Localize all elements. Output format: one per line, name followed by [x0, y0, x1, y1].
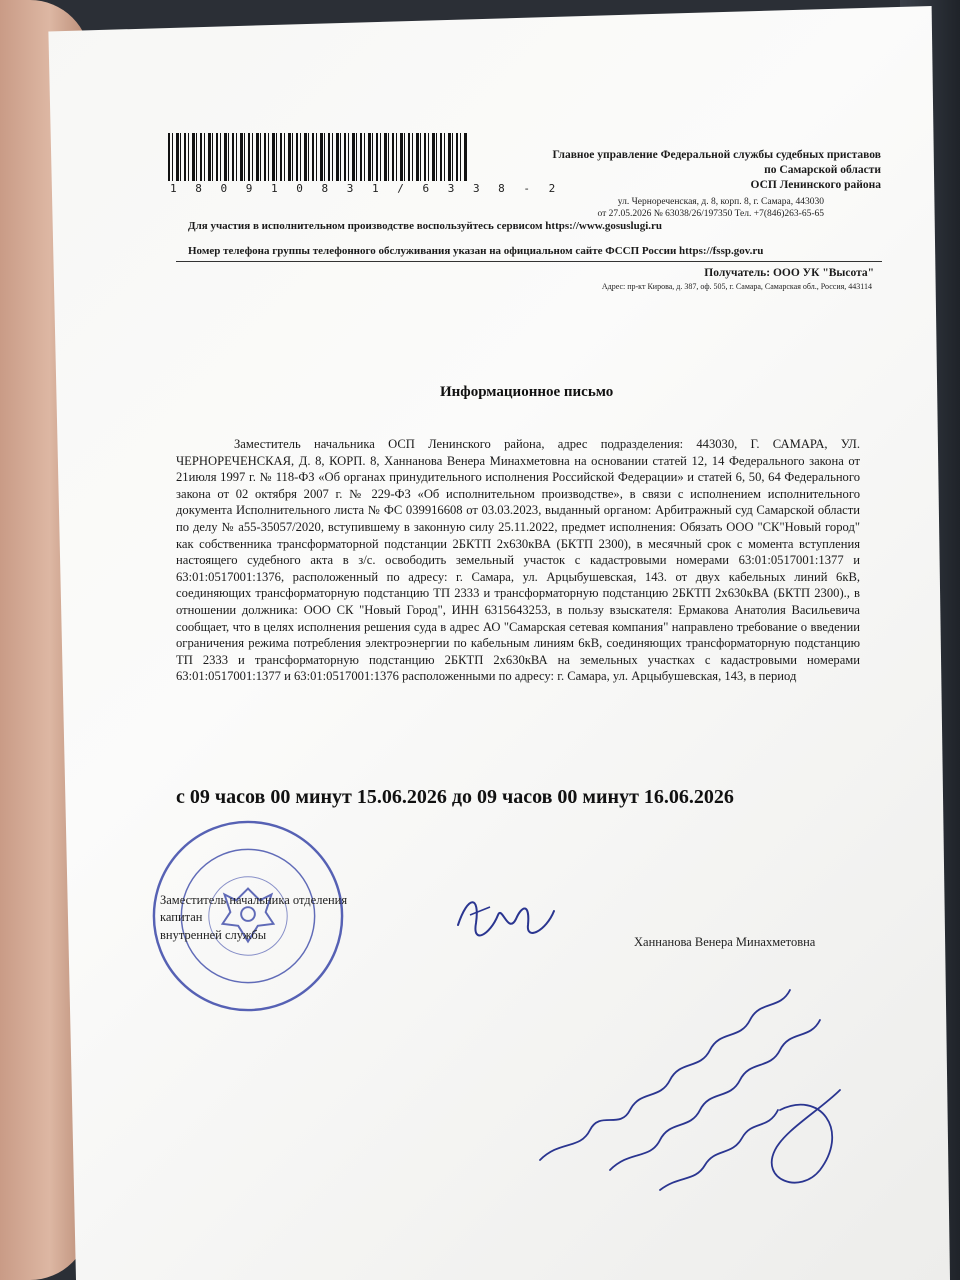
agency-line: ОСП Ленинского района [750, 179, 881, 191]
gosuslugi-notice: Для участия в исполнительном производстве воспользуйтесь сервисом https://www.gosuslugi.ru [188, 220, 663, 232]
address-line: от 27.05.2026 № 63038/26/197350 Тел. +7(846)263-65-65 [597, 209, 824, 219]
restriction-period: с 09 часов 00 минут 15.06.2026 до 09 часов 00 минут 16.06.2026 [176, 786, 734, 808]
barcode [168, 133, 468, 181]
address-line: ул. Чернореченская, д. 8, корп. 8, г. Самара, 443030 [617, 197, 824, 207]
signer-position: Заместитель начальника отделения [160, 893, 348, 907]
recipient-address: Адрес: пр-кт Кирова, д. 387, оф. 505, г. Самара, Самарская обл., Россия, 443114 [601, 282, 872, 291]
document-body: Заместитель начальника ОСП Ленинского района, адрес подразделения: 443030, Г. САМАРА, УЛ. ЧЕРНОРЕЧЕНСКАЯ, Д. 8, КОРП. 8, Ханнанова Венера Минахметовна на основании статей 12, 14 Федерального закона от 21июля 1997 г. № 118-ФЗ «Об органах принудительного исполнения Российской Федерации» и статей 6, 50, 64 Федерального закона от 02 октября 2007 г. № 229-ФЗ «Об исполнительном производстве», в связи с исполнением исполнительного документа Исполнительного листа № ФС 039916608 от 03.03.2023, выданный органом: Арбитражный суд Самарской области по делу № а55-35057/2020, вступившему в законную силу 25.11.2022, предмет исполнения: Обязать ООО "СК"Новый город" как собственника трансформаторной подстанции 2БКТП 2х630кВА (БКТП 2300), в месячный срок с момента вступления настоящего судебного акта в з/с. освободить земельный участок с кадастровыми номерами 63:01:0517001:1377 и 63:01:0517001:1376, расположенный по адресу: г. Самара, ул. Арцыбушевская, 143. от двух кабельных линий 6кВ, соединяющих трансформаторную подстанцию ТП 2333 и трансформаторную подстанцию 2БКТП 2х630кВА (БКТП 2300)., в отношении должника: ООО СК "Новый Город", ИНН 6315643253, в пользу взыскателя: Ермакова Анатолия Васильевича сообщает, что в целях исполнения решения суда в адрес АО "Самарская сетевая компания" направлено требование о введении ограничения режима потребления электроэнергии по кабельным линиям 6кВ, соединяющих трансформаторную подстанцию ТП 2333 и трансформаторную подстанцию 2БКТП 2х630кВА на земельных участках с кадастровыми номерами 63:01:0517001:1377 и 63:01:0517001:1376 расположенными по адресу: г. Самара, ул. Арцыбушевская, 143, в период [176, 437, 860, 684]
recipient-label: Получатель: ООО УК "Высота" [704, 267, 874, 279]
signer-service: внутренней службы [160, 928, 267, 942]
receipt-handwriting [520, 960, 860, 1200]
signer-name: Ханнанова Венера Минахметовна [634, 935, 816, 949]
signer-rank: капитан [160, 910, 203, 924]
phone-notice: Номер телефона группы телефонного обслуживания указан на официальном сайте ФССП России https://fssp.gov.ru [188, 245, 764, 257]
agency-line: Главное управление Федеральной службы судебных приставов [552, 149, 881, 161]
agency-line: по Самарской области [764, 164, 881, 176]
official-signature [450, 885, 560, 955]
header-divider [176, 261, 882, 262]
document-title: Информационное письмо [440, 384, 614, 400]
agency-name [486, 148, 881, 193]
barcode-number: 1 8 0 9 1 0 8 3 1 / 6 3 3 8 - 2 [170, 182, 562, 195]
agency-address [486, 196, 824, 220]
